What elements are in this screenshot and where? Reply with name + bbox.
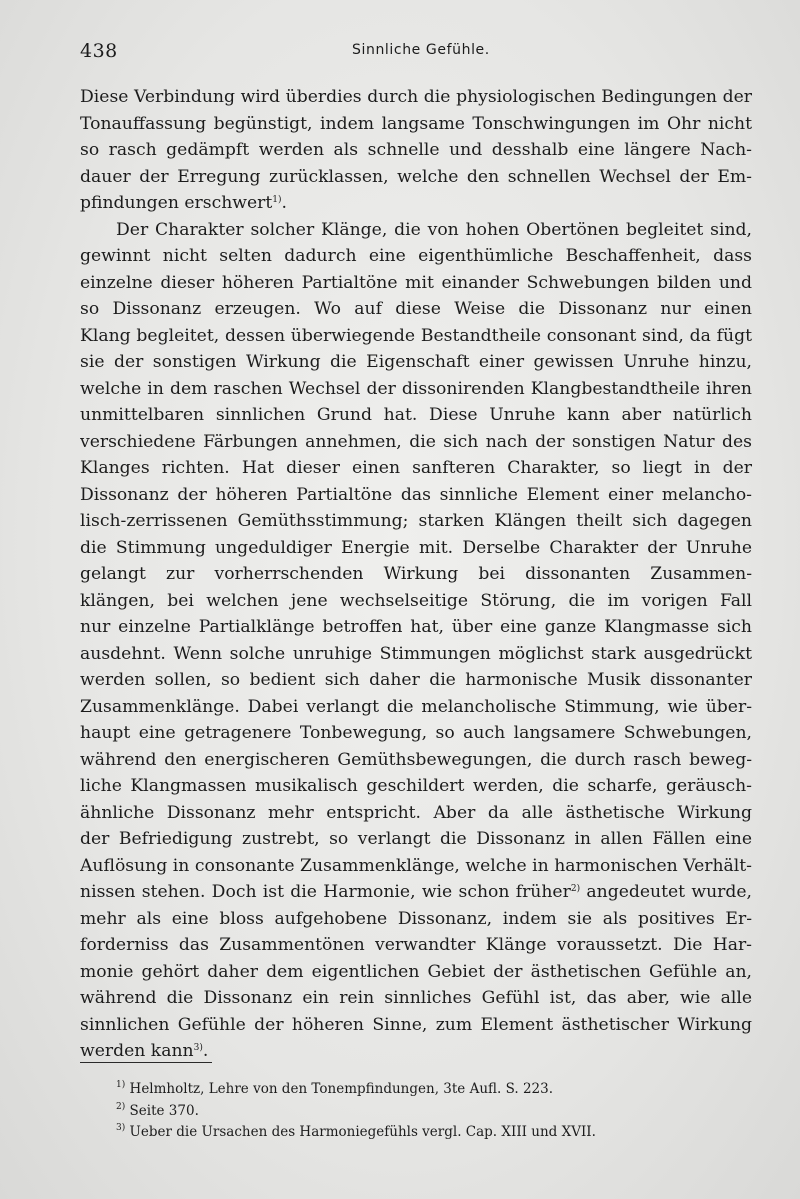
- footnote-marker: 2): [116, 1101, 126, 1112]
- text-line: verschiedene Färbungen annehmen, die sich nach der sonstigen Natur des: [80, 431, 752, 452]
- text-line: einzelne dieser höheren Partialtöne mit einander Schwebungen bilden und: [80, 272, 752, 293]
- text-line: werden sollen, so bedient sich daher die harmonische Musik dissonanter: [80, 670, 752, 690]
- line-end: .: [281, 193, 288, 213]
- text-line: Diese Verbindung wird überdies durch die physiologischen Bedingungen der: [80, 87, 752, 107]
- footnote-marker: 1): [116, 1080, 126, 1090]
- footnote-text: Helmholtz, Lehre von den Tonempfindungen, 3te Aufl. S. 223.: [129, 1081, 554, 1097]
- text-line: sinnlichen Gefühle der höheren Sinne, zum Element ästhetischer Wirkung: [80, 1014, 752, 1035]
- footnote-divider: [80, 1062, 212, 1063]
- text-line: Der Charakter solcher Klänge, die von hohen Obertönen begleitet sind,: [116, 219, 752, 240]
- page-number: 438: [80, 40, 118, 62]
- text-line: [80, 1038, 752, 1065]
- text-line: ähnliche Dissonanz mehr entspricht. Aber da alle ästhetische Wirkung: [80, 802, 752, 823]
- text-line: so Dissonanz erzeugen. Wo auf diese Weise die Dissonanz nur einen: [80, 299, 752, 319]
- text-line: die Stimmung ungeduldiger Energie mit. Derselbe Charakter der Unruhe: [80, 537, 752, 558]
- text-line: welche in dem raschen Wechsel der dissonirenden Klangbestandtheile ihren: [80, 378, 752, 399]
- line-end: .: [202, 1041, 209, 1061]
- text-line: Zusammenklänge. Dabei verlangt die melancholische Stimmung, wie über-: [80, 696, 752, 717]
- text-line: Auflösung in consonante Zusammenklänge, welche in harmonischen Verhält-: [80, 855, 752, 876]
- text-line-content: nissen stehen. Doch ist die Harmonie, wie schon früher: [80, 882, 571, 902]
- text-line: der Befriedigung zustrebt, so verlangt die Dissonanz in allen Fällen eine: [80, 829, 752, 849]
- text-line-content: werden kann: [80, 1041, 194, 1061]
- text-line: während die Dissonanz ein rein sinnliches Gefühl ist, das aber, wie alle: [80, 988, 752, 1008]
- text-line: so rasch gedämpft werden als schnelle und desshalb eine längere Nach-: [80, 140, 752, 160]
- text-line: [80, 190, 752, 217]
- text-line: forderniss das Zusammentönen verwandter Klänge voraussetzt. Die Har-: [80, 935, 752, 955]
- text-line: monie gehört daher dem eigentlichen Gebiet der ästhetischen Gefühle an,: [80, 961, 752, 982]
- footnote-ref-1: 1): [272, 195, 282, 205]
- text-line-content: pfindungen erschwert: [80, 193, 273, 213]
- footnote-ref-2: 2): [570, 884, 581, 894]
- body-text: [80, 84, 752, 1065]
- text-line: haupt eine getragenere Tonbewegung, so auch langsamere Schwebungen,: [80, 723, 752, 743]
- text-line: lisch-zerrissenen Gemüthsstimmung; starken Klängen theilt sich dagegen: [80, 511, 752, 531]
- text-line: sie der sonstigen Wirkung die Eigenschaft einer gewissen Unruhe hinzu,: [80, 352, 752, 372]
- text-line: klängen, bei welchen jene wechselseitige Störung, die im vorigen Fall: [80, 590, 752, 611]
- text-line: ausdehnt. Wenn solche unruhige Stimmungen möglichst stark ausgedrückt: [80, 643, 752, 664]
- footnote-marker: 3): [116, 1123, 126, 1133]
- text-line: mehr als eine bloss aufgehobene Dissonanz, indem sie als positives Er-: [80, 908, 752, 929]
- text-line: liche Klangmassen musikalisch geschildert werden, die scharfe, geräusch-: [80, 776, 752, 796]
- footnote-text: Ueber die Ursachen des Harmoniegefühls vergl. Cap. XIII und XVII.: [129, 1124, 596, 1140]
- footnote-ref-3: 3): [193, 1043, 203, 1053]
- footnote-text: Seite 370.: [129, 1102, 199, 1119]
- text-line: dauer der Erregung zurücklassen, welche den schnellen Wechsel der Em-: [80, 166, 752, 187]
- text-line: nur einzelne Partialklänge betroffen hat, über eine ganze Klangmasse sich: [80, 617, 752, 637]
- footnote-1: [116, 1079, 736, 1101]
- text-line: Klang begleitet, dessen überwiegende Bestandtheile consonant sind, da fügt: [80, 325, 752, 346]
- text-line: Dissonanz der höheren Partialtöne das sinnliche Element einer melancho-: [80, 484, 752, 505]
- footnote-3: [116, 1122, 736, 1144]
- running-title: Sinnliche Gefühle.: [352, 42, 490, 58]
- text-line: [80, 879, 752, 906]
- text-line: Tonauffassung begünstigt, indem langsame Tonschwingungen im Ohr nicht: [80, 113, 752, 134]
- text-line: gewinnt nicht selten dadurch eine eigenthümliche Beschaffenheit, dass: [80, 246, 752, 266]
- text-line: gelangt zur vorherrschenden Wirkung bei dissonanten Zusammen-: [80, 564, 752, 584]
- text-line: Klanges richten. Hat dieser einen sanfteren Charakter, so liegt in der: [80, 458, 752, 478]
- text-line-continuation: angedeutet wurde,: [586, 882, 752, 902]
- text-line: während den energischeren Gemüthsbewegungen, die durch rasch beweg-: [80, 749, 752, 770]
- footnote-2: [116, 1101, 736, 1123]
- text-line: unmittelbaren sinnlichen Grund hat. Diese Unruhe kann aber natürlich: [80, 405, 752, 425]
- footnotes: [116, 1079, 736, 1144]
- running-head: [80, 40, 752, 66]
